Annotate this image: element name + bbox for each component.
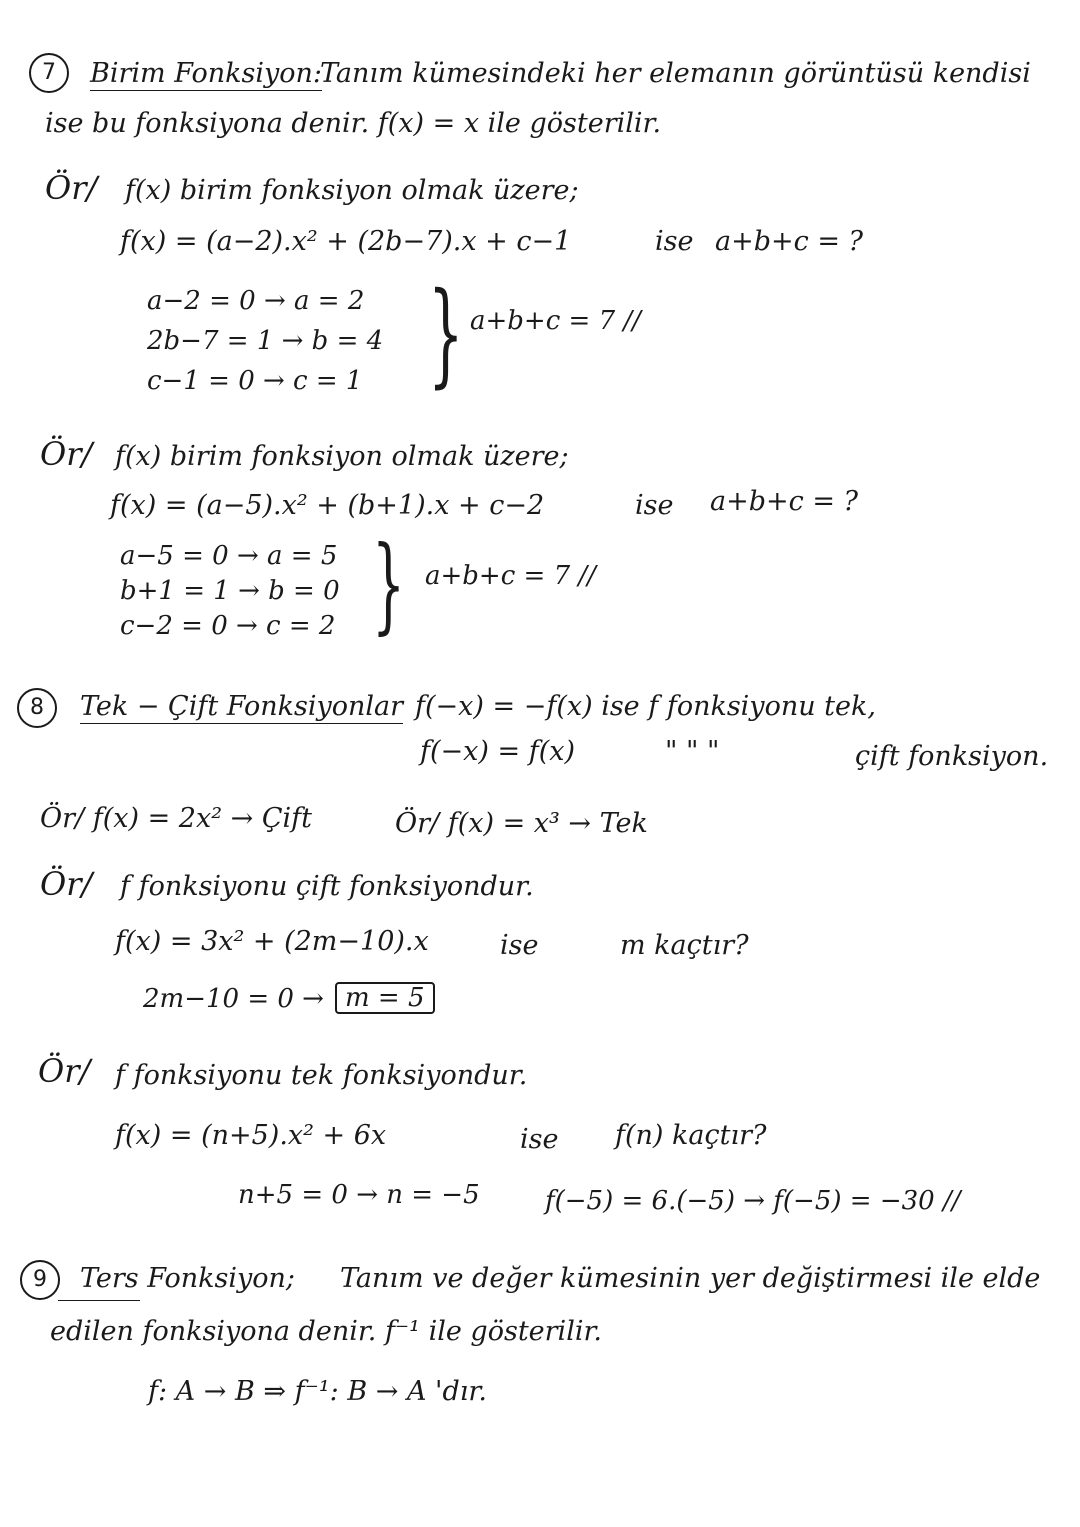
example-1-prefix: Ör/ <box>45 169 98 207</box>
section-8-example-even: Ör/ f(x) = 2x² → Çift <box>40 803 312 834</box>
example-2-ise: ise <box>635 490 674 521</box>
section-8-definition-line2: f(−x) = f(x) <box>420 736 575 767</box>
section-7-number: 7 <box>29 53 69 93</box>
section-8-definition-even: çift fonksiyon. <box>855 741 1049 772</box>
section-9-title: Ters Fonksiyon; <box>80 1263 295 1294</box>
section-8-example-odd: Ör/ f(x) = x³ → Tek <box>395 808 648 839</box>
example-2-prefix: Ör/ <box>40 435 93 473</box>
section-7-definition-line1: Tanım kümesindeki her elemanın görüntüsü kendisi <box>320 58 1031 89</box>
example-3-prefix: Ör/ <box>40 865 93 903</box>
example-4-ise: ise <box>520 1124 559 1155</box>
example-2-condition: f(x) birim fonksiyon olmak üzere; <box>115 441 569 472</box>
example-2-step-a: a−5 = 0 → a = 5 <box>120 541 338 571</box>
section-9-underline <box>58 1300 140 1301</box>
section-8-number: 8 <box>17 688 57 728</box>
example-1-step-b: 2b−7 = 1 → b = 4 <box>147 326 384 356</box>
example-1-result: a+b+c = 7 // <box>470 306 641 336</box>
section-9-number: 9 <box>20 1260 60 1300</box>
example-1-ise: ise <box>655 226 694 257</box>
example-3-equation: f(x) = 3x² + (2m−10).x <box>115 926 429 957</box>
section-8-definition-line1: f(−x) = −f(x) ise f fonksiyonu tek, <box>415 691 876 722</box>
example-3-question: m kaçtır? <box>620 930 749 961</box>
example-2-step-c: c−2 = 0 → c = 2 <box>120 611 336 641</box>
example-3-ise: ise <box>500 930 539 961</box>
section-8-ditto-marks: " " " <box>665 736 720 767</box>
section-9-definition-line1: Tanım ve değer kümesinin yer değiştirmesi ile elde <box>340 1263 1041 1294</box>
section-9-definition-line2: edilen fonksiyona denir. f⁻¹ ile gösterilir. <box>50 1316 602 1347</box>
section-9-mapping: f: A → B ⇒ f⁻¹: B → A 'dır. <box>148 1376 487 1407</box>
example-4-step: n+5 = 0 → n = −5 <box>238 1180 480 1210</box>
example-1-condition: f(x) birim fonksiyon olmak üzere; <box>125 175 579 206</box>
example-2-step-b: b+1 = 1 → b = 0 <box>120 576 340 606</box>
example-3-condition: f fonksiyonu çift fonksiyondur. <box>120 871 534 902</box>
example-4-calculation: f(−5) = 6.(−5) → f(−5) = −30 // <box>545 1186 961 1216</box>
section-8-title: Tek − Çift Fonksiyonlar <box>80 691 404 722</box>
example-2-equation: f(x) = (a−5).x² + (b+1).x + c−2 <box>110 490 545 521</box>
example-1-step-c: c−1 = 0 → c = 1 <box>147 366 363 396</box>
example-1-equation: f(x) = (a−2).x² + (2b−7).x + c−1 <box>120 226 572 257</box>
example-1-step-a: a−2 = 0 → a = 2 <box>147 286 365 316</box>
example-2-result: a+b+c = 7 // <box>425 561 596 591</box>
example-4-equation: f(x) = (n+5).x² + 6x <box>115 1120 387 1151</box>
example-1-question: a+b+c = ? <box>715 226 864 257</box>
example-4-prefix: Ör/ <box>38 1052 91 1090</box>
example-4-question: f(n) kaçtır? <box>615 1120 767 1151</box>
example-3-answer-box: m = 5 <box>335 982 435 1014</box>
section-7-definition-line2: ise bu fonksiyona denir. f(x) = x ile gösterilir. <box>45 108 662 139</box>
example-2-brace: } <box>372 523 406 645</box>
example-1-brace: } <box>428 269 464 399</box>
example-4-condition: f fonksiyonu tek fonksiyondur. <box>115 1060 528 1091</box>
section-7-title: Birim Fonksiyon: <box>90 58 322 89</box>
example-3-step: 2m−10 = 0 → <box>143 984 324 1014</box>
example-2-question: a+b+c = ? <box>710 486 859 517</box>
